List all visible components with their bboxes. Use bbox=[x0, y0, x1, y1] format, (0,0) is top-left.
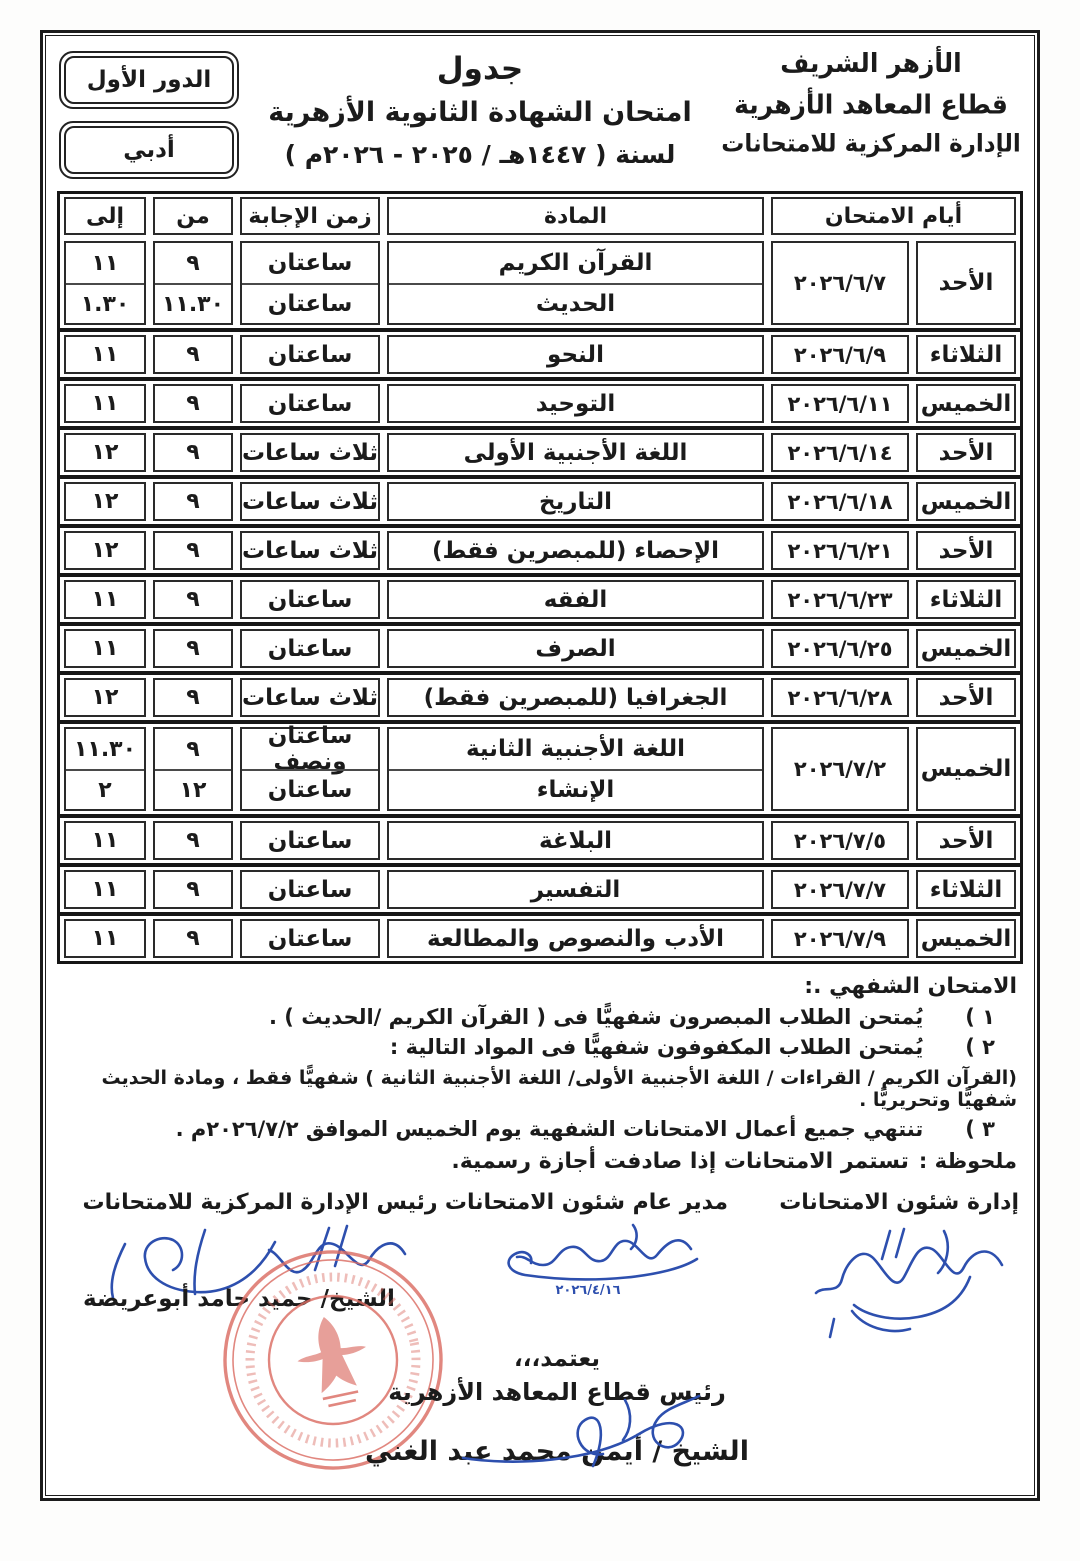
from-value: ١١.٣٠ bbox=[155, 283, 231, 323]
day-cell: الأحد bbox=[916, 241, 1016, 325]
date-cell: ٢٠٢٦/٧/٩ bbox=[771, 919, 909, 958]
table-row bbox=[60, 912, 1020, 961]
track-badge bbox=[59, 121, 239, 179]
central-admin-title: رئيس الإدارة المركزية للامتحانات bbox=[82, 1190, 438, 1215]
duration-cell: ثلاث ساعات bbox=[240, 482, 380, 521]
duration-value: ساعتان bbox=[242, 769, 378, 809]
to-cell: ١٢ bbox=[64, 678, 146, 717]
from-cell: ٩ bbox=[153, 870, 233, 909]
subject-cell: الإحصاء (للمبصرين فقط) bbox=[387, 531, 764, 570]
table-header-row bbox=[60, 194, 1020, 238]
day-cell: الثلاثاء bbox=[916, 335, 1016, 374]
from-cell: ٩ bbox=[153, 384, 233, 423]
central-admin-block bbox=[65, 1190, 455, 1312]
to-value: ٢ bbox=[66, 769, 144, 809]
subject-cell: الجغرافيا (للمبصرين فقط) bbox=[387, 678, 764, 717]
title-word: جدول bbox=[436, 51, 524, 87]
duration-cell: ثلاث ساعات bbox=[240, 433, 380, 472]
to-cell: ١١ bbox=[64, 870, 146, 909]
subject-cell: التفسير bbox=[387, 870, 764, 909]
sector-head-signature bbox=[447, 1374, 707, 1478]
to-value: ١١.٣٠ bbox=[73, 736, 137, 762]
duration-cell: ساعتان bbox=[240, 919, 380, 958]
sector-head-title: رئيس قطاع المعاهد الأزهرية bbox=[388, 1378, 726, 1406]
date-cell: ٢٠٢٦/٦/٧ bbox=[771, 241, 909, 325]
table-row bbox=[60, 524, 1020, 573]
header-to: إلى bbox=[64, 197, 146, 235]
subject-cell: الفقه bbox=[387, 580, 764, 619]
table-row bbox=[60, 863, 1020, 912]
day-cell: الأحد bbox=[916, 531, 1016, 570]
to-cell: ١١ bbox=[64, 919, 146, 958]
track-badge-label: أدبي bbox=[64, 126, 234, 174]
from-cell: ٩ bbox=[153, 335, 233, 374]
date-cell: ٢٠٢٦/٦/٩ bbox=[771, 335, 909, 374]
page-header bbox=[43, 33, 1037, 185]
signatures-section bbox=[57, 1178, 1023, 1501]
duration-value: ساعتان bbox=[267, 250, 353, 276]
from-cell: ٩ bbox=[153, 531, 233, 570]
approval-block bbox=[352, 1346, 762, 1467]
note-2-number: ٢ ) bbox=[965, 1035, 995, 1059]
exams-director-signature bbox=[473, 1215, 703, 1287]
from-value: ١٢ bbox=[155, 769, 231, 809]
subject-value: الحديث bbox=[389, 283, 762, 323]
from-cell bbox=[153, 727, 233, 811]
day-cell: الأحد bbox=[916, 678, 1016, 717]
remark-text: تستمر الامتحانات إذا صادفت أجازة رسمية. bbox=[451, 1149, 909, 1174]
subject-cell: الصرف bbox=[387, 629, 764, 668]
remark-label: ملحوظة : bbox=[918, 1149, 1017, 1173]
from-cell: ٩ bbox=[153, 629, 233, 668]
to-cell: ١١ bbox=[64, 335, 146, 374]
schedule-rows bbox=[60, 238, 1020, 961]
note-item-1 bbox=[63, 1005, 995, 1029]
header-from: من bbox=[153, 197, 233, 235]
from-cell: ٩ bbox=[153, 433, 233, 472]
round-badge bbox=[59, 51, 239, 109]
note-3-text: تنتهي جميع أعمال الامتحانات الشفهية يوم الخميس الموافق ٢٠٢٦/٧/٢م . bbox=[175, 1117, 924, 1141]
date-cell: ٢٠٢٦/٧/٢ bbox=[771, 727, 909, 811]
subject-value: الإنشاء bbox=[389, 769, 762, 809]
header-subject: المادة bbox=[387, 197, 764, 235]
table-row bbox=[60, 622, 1020, 671]
day-cell: الخميس bbox=[916, 482, 1016, 521]
table-row bbox=[60, 426, 1020, 475]
duration-value: ساعتان ونصف bbox=[267, 723, 353, 775]
org-line-2: قطاع المعاهد الأزهرية bbox=[734, 88, 1008, 120]
duration-cell bbox=[240, 723, 380, 811]
day-cell: الثلاثاء bbox=[916, 870, 1016, 909]
duration-cell: ثلاث ساعات bbox=[240, 678, 380, 717]
note-item-2 bbox=[63, 1035, 995, 1059]
subject-cell: اللغة الأجنبية الأولى bbox=[387, 433, 764, 472]
note-item-3 bbox=[63, 1117, 995, 1141]
duration-cell: ساعتان bbox=[240, 629, 380, 668]
to-cell: ١١ bbox=[64, 821, 146, 860]
schedule-table bbox=[57, 191, 1023, 964]
duration-cell: ساعتان bbox=[240, 335, 380, 374]
table-row bbox=[60, 720, 1020, 814]
day-cell: الخميس bbox=[916, 629, 1016, 668]
duration-cell: ساعتان bbox=[240, 384, 380, 423]
org-line-1: الأزهر الشريف bbox=[780, 47, 962, 79]
from-cell: ٩ bbox=[153, 580, 233, 619]
to-cell: ١٢ bbox=[64, 531, 146, 570]
duration-cell: ثلاث ساعات bbox=[240, 531, 380, 570]
to-cell: ١٢ bbox=[64, 433, 146, 472]
director-signature-date: ٢٠٢٦/٤/١٦ bbox=[555, 1283, 621, 1298]
subject-cell: النحو bbox=[387, 335, 764, 374]
subject-cell bbox=[387, 727, 764, 811]
subject-cell bbox=[387, 241, 764, 325]
subject-cell: التوحيد bbox=[387, 384, 764, 423]
sector-head-name: الشيخ / أيمن محمد عبد الغني bbox=[365, 1436, 749, 1467]
duration-cell bbox=[240, 241, 380, 325]
note-detail: (القرآن الكريم / القراءات / اللغة الأجنبية الأولى/ اللغة الأجنبية الثانية ) شفهيًّا فقط ، ومادة الحديث شفهيًّا وتحريريًّا . bbox=[101, 1067, 1017, 1111]
to-cell: ١١ bbox=[64, 629, 146, 668]
table-row bbox=[60, 377, 1020, 426]
to-cell bbox=[64, 241, 146, 325]
exams-affairs-signature bbox=[794, 1215, 1019, 1345]
to-cell: ١١ bbox=[64, 580, 146, 619]
day-cell: الأحد bbox=[916, 821, 1016, 860]
document-page bbox=[40, 30, 1040, 1501]
from-cell: ٩ bbox=[153, 821, 233, 860]
day-cell: الخميس bbox=[916, 919, 1016, 958]
header-duration: زمن الإجابة bbox=[240, 197, 380, 235]
duration-cell: ساعتان bbox=[240, 870, 380, 909]
from-cell: ٩ bbox=[153, 919, 233, 958]
table-row bbox=[60, 238, 1020, 328]
day-cell: الأحد bbox=[916, 433, 1016, 472]
to-value: ١.٣٠ bbox=[66, 283, 144, 323]
approval-word: يعتمد،،، bbox=[514, 1346, 600, 1372]
to-cell: ١٢ bbox=[64, 482, 146, 521]
date-cell: ٢٠٢٦/٦/٢٣ bbox=[771, 580, 909, 619]
date-cell: ٢٠٢٦/٦/٢٥ bbox=[771, 629, 909, 668]
day-cell: الخميس bbox=[916, 384, 1016, 423]
from-value: ٩ bbox=[186, 736, 200, 762]
title-exam: امتحان الشهادة الثانوية الأزهرية bbox=[268, 97, 692, 128]
date-cell: ٢٠٢٦/٦/١١ bbox=[771, 384, 909, 423]
from-cell: ٩ bbox=[153, 678, 233, 717]
table-row bbox=[60, 573, 1020, 622]
note-1-text: يُمتحن الطلاب المبصرون شفهيًّا فى ( القرآن الكريم /الحديث ) . bbox=[269, 1005, 924, 1029]
badges-column bbox=[59, 47, 239, 179]
notes-section bbox=[63, 974, 1017, 1174]
table-row bbox=[60, 671, 1020, 720]
document-title bbox=[239, 47, 721, 169]
exams-affairs-title: إدارة شئون الامتحانات bbox=[779, 1190, 1019, 1215]
from-cell: ٩ bbox=[153, 482, 233, 521]
from-cell bbox=[153, 241, 233, 325]
duration-cell: ساعتان bbox=[240, 580, 380, 619]
central-admin-name: الشيخ/ حميد حامد أبوعريضة bbox=[83, 1286, 395, 1312]
subject-value: اللغة الأجنبية الثانية bbox=[465, 736, 686, 762]
remark-line bbox=[63, 1149, 1017, 1174]
to-cell: ١١ bbox=[64, 384, 146, 423]
date-cell: ٢٠٢٦/٦/١٨ bbox=[771, 482, 909, 521]
title-year: لسنة ( ١٤٤٧هـ / ٢٠٢٥ - ٢٠٢٦م ) bbox=[284, 140, 676, 169]
note-3-number: ٣ ) bbox=[965, 1117, 995, 1141]
exams-affairs-block bbox=[779, 1190, 1019, 1349]
day-cell: الخميس bbox=[916, 727, 1016, 811]
date-cell: ٢٠٢٦/٦/٢٨ bbox=[771, 678, 909, 717]
table-row bbox=[60, 475, 1020, 524]
subject-cell: التاريخ bbox=[387, 482, 764, 521]
header-days: أيام الامتحان bbox=[771, 197, 1016, 235]
exams-director-block bbox=[444, 1190, 728, 1298]
date-cell: ٢٠٢٦/٧/٧ bbox=[771, 870, 909, 909]
org-line-3: الإدارة المركزية للامتحانات bbox=[721, 129, 1021, 158]
date-cell: ٢٠٢٦/٦/١٤ bbox=[771, 433, 909, 472]
organization-calligraphy bbox=[721, 44, 1021, 164]
table-row bbox=[60, 814, 1020, 863]
duration-cell: ساعتان bbox=[240, 821, 380, 860]
exams-director-title: مدير عام شئون الامتحانات bbox=[444, 1190, 728, 1215]
round-badge-label: الدور الأول bbox=[64, 56, 234, 104]
subject-cell: البلاغة bbox=[387, 821, 764, 860]
date-cell: ٢٠٢٦/٦/٢١ bbox=[771, 531, 909, 570]
subject-cell: الأدب والنصوص والمطالعة bbox=[387, 919, 764, 958]
oral-exam-heading: الامتحان الشفهي .: bbox=[804, 974, 1017, 999]
note-1-number: ١ ) bbox=[965, 1005, 995, 1029]
day-cell: الثلاثاء bbox=[916, 580, 1016, 619]
subject-value: القرآن الكريم bbox=[498, 250, 653, 276]
note-2-text: يُمتحن الطلاب المكفوفون شفهيًّا فى المواد التالية : bbox=[389, 1035, 924, 1059]
table-row bbox=[60, 328, 1020, 377]
duration-value: ساعتان bbox=[242, 283, 378, 323]
to-cell bbox=[64, 727, 146, 811]
from-value: ٩ bbox=[186, 250, 200, 276]
date-cell: ٢٠٢٦/٧/٥ bbox=[771, 821, 909, 860]
to-value: ١١ bbox=[91, 250, 119, 276]
